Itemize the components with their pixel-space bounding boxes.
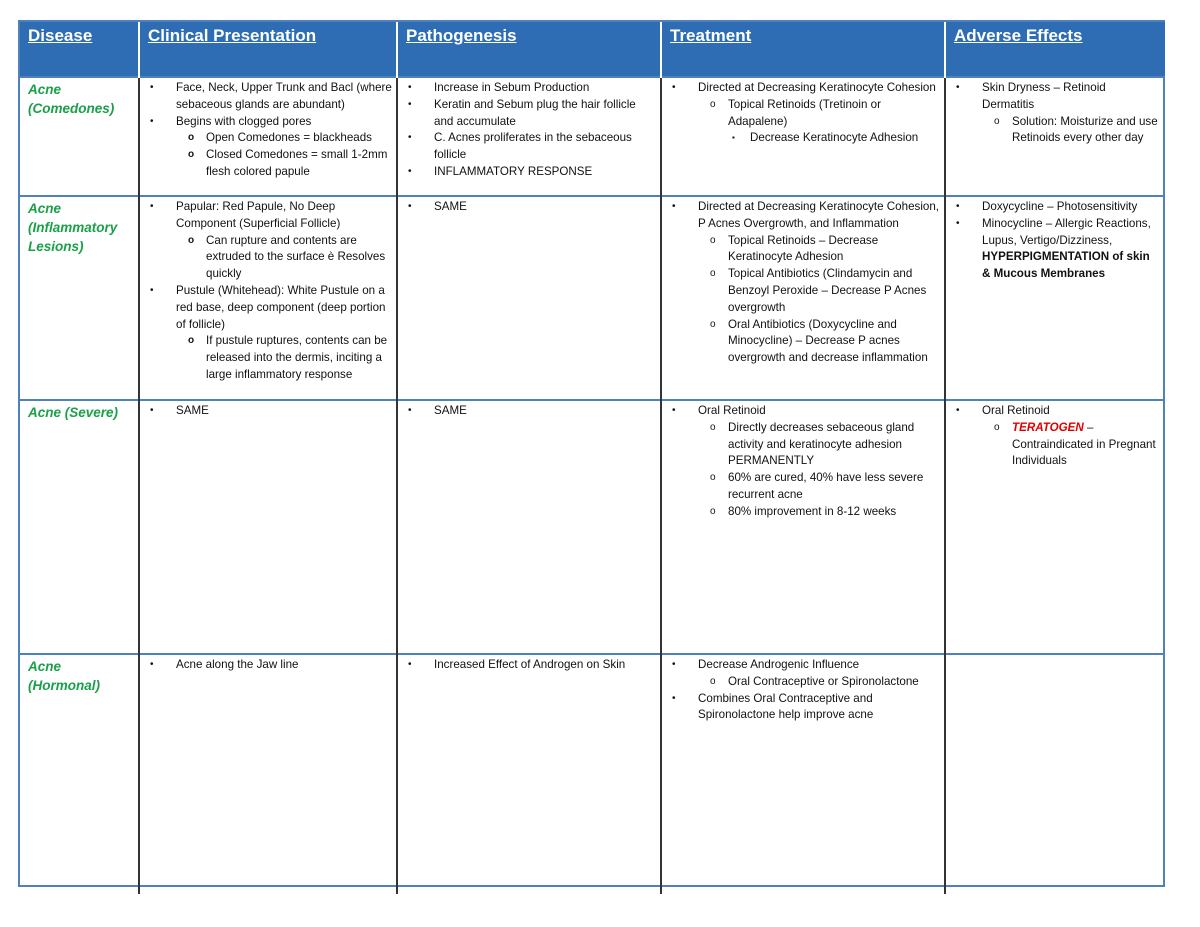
bullet-icon: ▪: [732, 133, 735, 143]
list-item-text: Oral Antibiotics (Doxycycline and Minocycline) – Decrease P acnes overgrowth and decrease inflammation: [728, 317, 928, 365]
table-row: [20, 77, 1165, 196]
bullet-list: [406, 80, 656, 181]
bullet-list: [406, 199, 656, 216]
header-treatment: Treatment: [661, 22, 945, 77]
list-item-text: Increase in Sebum Production: [434, 81, 590, 94]
list-item-text: SAME: [176, 404, 209, 417]
list-item: [148, 333, 392, 383]
header-clinical-presentation: Clinical Presentation: [139, 22, 397, 77]
bullet-list: [406, 657, 656, 674]
list-item: [148, 657, 392, 674]
list-item: [954, 216, 1161, 283]
disease-cell: Acne (Severe): [20, 400, 139, 654]
bullet-icon: •: [672, 201, 676, 212]
bullet-list: [670, 403, 940, 521]
pathogenesis-cell: [397, 77, 661, 196]
list-item: [670, 657, 940, 674]
bullet-icon: o: [994, 115, 1000, 127]
bullet-icon: •: [956, 405, 960, 416]
adverse-effects-cell: [945, 400, 1165, 654]
adverse-effects-cell: [945, 77, 1165, 196]
list-item-text: Keratin and Sebum plug the hair follicle and accumulate: [434, 97, 636, 128]
list-item: [148, 114, 392, 131]
bullet-icon: •: [956, 217, 960, 229]
list-item: [670, 233, 940, 267]
list-item: [406, 164, 656, 181]
list-item-text: Papular: Red Papule, No Deep Component (Superficial Follicle): [176, 200, 341, 230]
bullet-icon: •: [408, 82, 412, 93]
list-item: [954, 80, 1161, 114]
bullet-icon: •: [150, 82, 154, 93]
bullet-icon: o: [188, 132, 195, 144]
list-item-text: Oral Contraceptive or Spironolactone: [728, 674, 919, 688]
list-item-text: Acne along the Jaw line: [176, 658, 299, 671]
bullet-icon: •: [956, 82, 960, 93]
list-item-text: – Contraindicated in Pregnant Individuals: [1012, 420, 1156, 468]
list-item: [954, 403, 1161, 420]
list-item-text: Begins with clogged pores: [176, 114, 312, 128]
list-item: [148, 130, 392, 147]
list-item-text: 80% improvement in 8-12 weeks: [728, 504, 897, 518]
list-item: [670, 691, 940, 725]
treatment-cell: [661, 77, 945, 196]
list-item-text: Oral Retinoid: [982, 404, 1050, 417]
disease-cell: Acne (Inflammatory Lesions): [20, 196, 139, 400]
list-item: [670, 97, 940, 131]
list-item-text: Pustule (Whitehead): White Pustule on a red base, deep component (deep portion of follicle): [176, 283, 386, 331]
clinical-cell: [139, 77, 397, 196]
list-item: [670, 674, 940, 691]
bullet-icon: •: [150, 659, 154, 670]
list-item-text: Directed at Decreasing Keratinocyte Cohesion: [698, 81, 936, 94]
table-row: [20, 400, 1165, 654]
bullet-icon: •: [408, 165, 412, 177]
bullet-icon: o: [710, 421, 716, 433]
list-item-text: Closed Comedones = small 1-2mm flesh colored papule: [206, 148, 388, 178]
bullet-icon: •: [408, 132, 412, 144]
disease-cell: Acne (Hormonal): [20, 654, 139, 894]
clinical-cell: [139, 654, 397, 894]
bullet-icon: •: [150, 115, 154, 127]
list-item-text: Skin Dryness – Retinoid Dermatitis: [982, 81, 1106, 111]
list-item: [406, 403, 656, 420]
bullet-list: [670, 657, 940, 724]
list-item-text: Open Comedones = blackheads: [206, 131, 372, 145]
list-item-text: Decrease Androgenic Influence: [698, 658, 860, 671]
list-item-text: SAME: [434, 200, 467, 213]
disease-cell: Acne (Comedones): [20, 77, 139, 196]
bullet-icon: o: [710, 234, 716, 246]
list-item: [670, 470, 940, 504]
list-item-text: Topical Retinoids – Decrease Keratinocyte Adhesion: [728, 233, 879, 264]
list-item: [148, 403, 392, 420]
header-pathogenesis: Pathogenesis: [397, 22, 661, 77]
list-item: [148, 80, 392, 114]
bullet-icon: o: [710, 318, 716, 330]
bullet-icon: o: [188, 149, 195, 161]
pathogenesis-cell: [397, 196, 661, 400]
treatment-cell: [661, 400, 945, 654]
list-item: [148, 283, 392, 333]
list-item-text: Decrease Keratinocyte Adhesion: [750, 131, 919, 145]
bullet-list: [954, 199, 1161, 283]
pathogenesis-cell: [397, 654, 661, 894]
list-item-text: C. Acnes proliferates in the sebaceous follicle: [434, 131, 632, 162]
bullet-list: [148, 80, 392, 181]
bullet-icon: •: [672, 82, 676, 93]
list-item: [670, 199, 940, 233]
list-item-text: Combines Oral Contraceptive and Spironolactone help improve acne: [698, 691, 874, 722]
bullet-icon: •: [956, 201, 960, 212]
acne-table-sheet: [18, 20, 1165, 887]
list-item-text: Directed at Decreasing Keratinocyte Cohesion, P Acnes Overgrowth, and Inflammation: [698, 200, 940, 230]
bullet-icon: •: [408, 405, 412, 416]
bullet-list: [406, 403, 656, 420]
bullet-icon: •: [672, 405, 676, 416]
list-item: [670, 130, 940, 147]
bullet-list: [148, 403, 392, 420]
bullet-icon: •: [672, 659, 676, 670]
list-item: [954, 199, 1161, 216]
list-item: [406, 130, 656, 164]
list-item: [406, 657, 656, 674]
list-item-text: Topical Retinoids (Tretinoin or Adapalene): [728, 97, 881, 128]
pathogenesis-cell: [397, 400, 661, 654]
bullet-icon: o: [994, 421, 1000, 433]
header-row: [20, 22, 1165, 77]
bullet-list: [954, 80, 1161, 147]
list-item: [670, 317, 940, 367]
bullet-icon: •: [150, 201, 154, 212]
list-item: [670, 420, 940, 470]
bullet-list: [148, 199, 392, 384]
list-item-text: INFLAMMATORY RESPONSE: [434, 164, 593, 178]
bullet-icon: •: [408, 98, 412, 110]
list-item-text: Minocycline – Allergic Reactions, Lupus, Vertigo/Dizziness,: [982, 216, 1151, 247]
bullet-icon: •: [150, 405, 154, 416]
list-item-text: 60% are cured, 40% have less severe recurrent acne: [728, 471, 924, 501]
list-item: [148, 199, 392, 233]
bullet-icon: •: [672, 692, 676, 704]
header-adverse-effects: Adverse Effects: [945, 22, 1165, 77]
list-item: [670, 504, 940, 521]
list-item-text: Directly decreases sebaceous gland activity and keratinocyte adhesion PERMANENTLY: [728, 420, 915, 468]
bullet-icon: o: [188, 234, 195, 246]
emphasis-text: HYPERPIGMENTATION of skin & Mucous Membranes: [982, 250, 1150, 281]
list-item-text: Oral Retinoid: [698, 404, 766, 417]
bullet-icon: o: [188, 335, 195, 347]
list-item-text: SAME: [434, 404, 467, 417]
list-item: [406, 199, 656, 216]
list-item: [406, 80, 656, 97]
treatment-cell: [661, 654, 945, 894]
list-item-text: Topical Antibiotics (Clindamycin and Benzoyl Peroxide – Decrease P Acnes overgrowth: [728, 267, 927, 314]
list-item: [670, 266, 940, 316]
list-item: [954, 420, 1161, 470]
list-item: [954, 114, 1161, 148]
list-item-text: Face, Neck, Upper Trunk and Bacl (where sebaceous glands are abundant): [176, 81, 392, 111]
list-item-text: If pustule ruptures, contents can be released into the dermis, inciting a large inflammatory response: [206, 334, 388, 381]
table-row: [20, 654, 1165, 894]
list-item: [670, 403, 940, 420]
list-item-text: Solution: Moisturize and use Retinoids every other day: [1012, 114, 1158, 145]
acne-table: [20, 22, 1165, 894]
bullet-icon: •: [408, 201, 412, 212]
list-item-text: Can rupture and contents are extruded to the surface è Resolves quickly: [206, 233, 386, 281]
list-item: [148, 147, 392, 181]
list-item-text: Increased Effect of Androgen on Skin: [434, 658, 626, 671]
bullet-icon: o: [710, 268, 716, 280]
bullet-list: [670, 80, 940, 147]
list-item: [406, 97, 656, 131]
list-item: [670, 80, 940, 97]
adverse-effects-cell: [945, 196, 1165, 400]
bullet-icon: o: [710, 675, 716, 687]
table-row: [20, 196, 1165, 400]
bullet-icon: •: [150, 284, 154, 296]
treatment-cell: [661, 196, 945, 400]
bullet-list: [148, 657, 392, 674]
bullet-icon: o: [710, 505, 716, 517]
bullet-icon: o: [710, 472, 716, 484]
clinical-cell: [139, 196, 397, 400]
list-item-text: Doxycycline – Photosensitivity: [982, 200, 1138, 213]
bullet-list: [670, 199, 940, 367]
header-disease: Disease: [20, 22, 139, 77]
adverse-effects-cell: [945, 654, 1165, 894]
clinical-cell: [139, 400, 397, 654]
warning-text: TERATOGEN: [1012, 420, 1084, 434]
bullet-list: [954, 403, 1161, 470]
bullet-icon: o: [710, 98, 716, 110]
list-item: [148, 233, 392, 283]
bullet-icon: •: [408, 659, 412, 670]
